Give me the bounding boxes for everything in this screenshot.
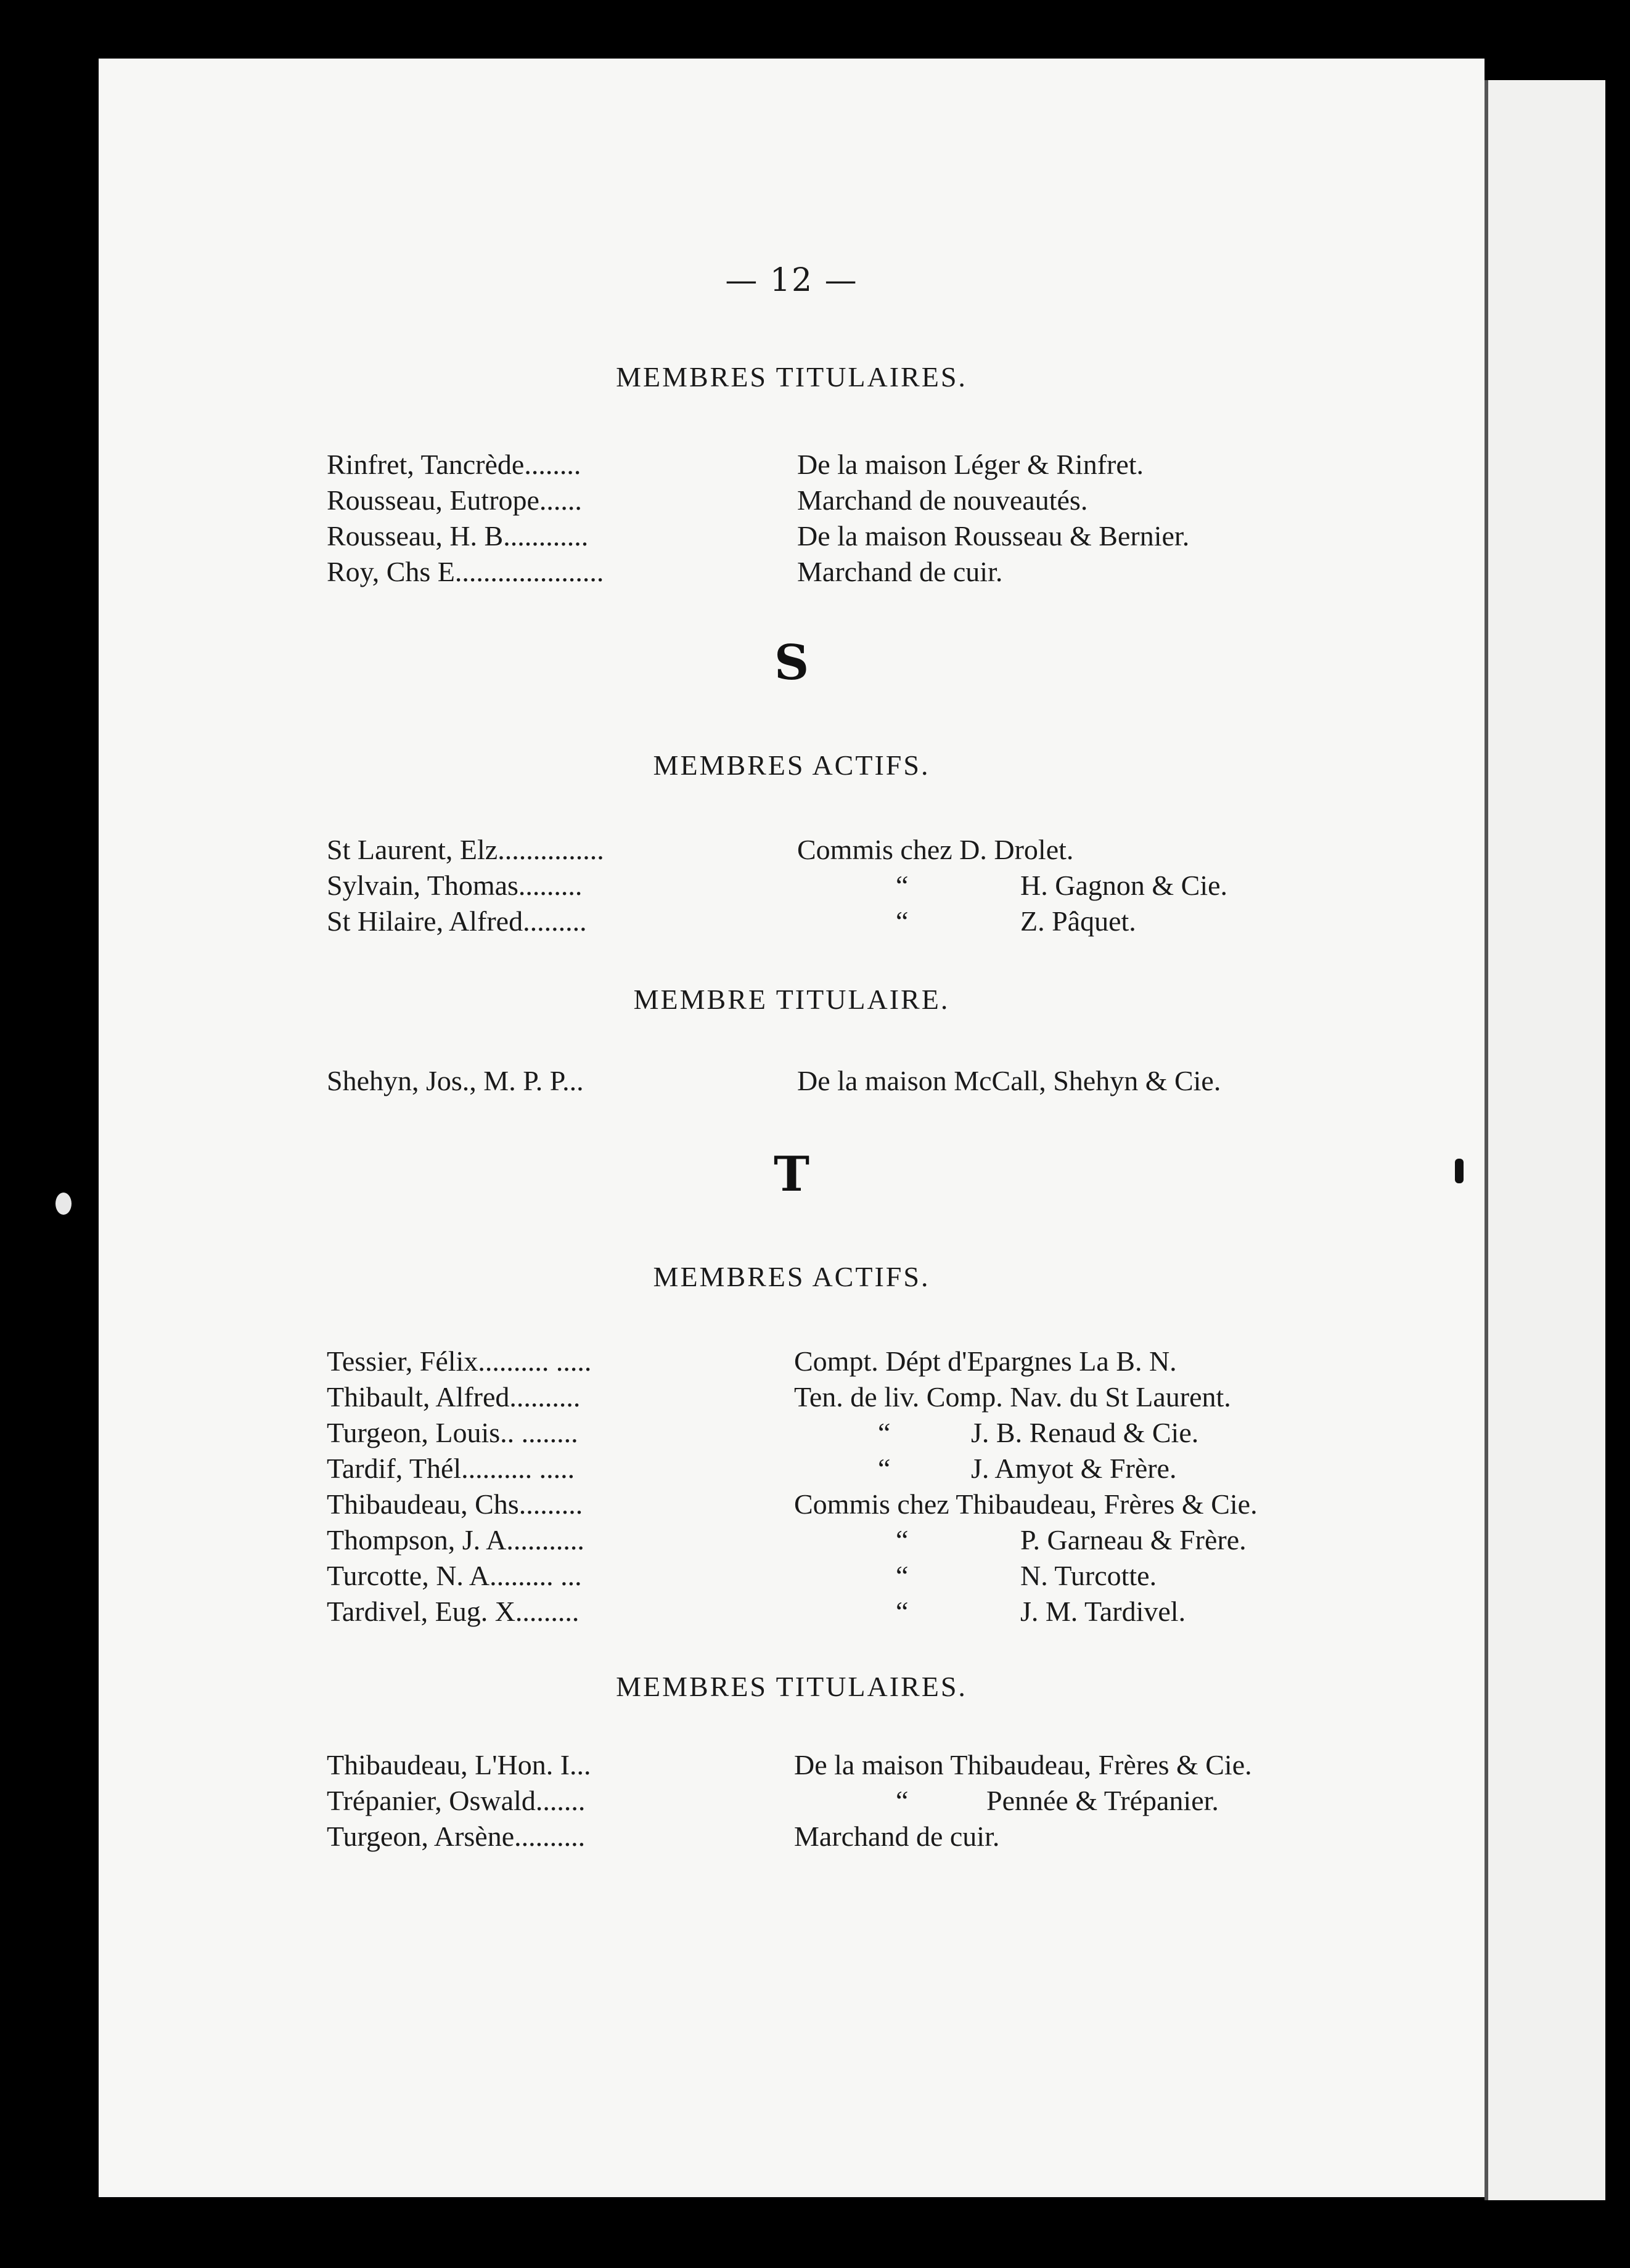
section-heading: MEMBRES ACTIFS. (653, 749, 930, 781)
member-name: St Hilaire, Alfred......... (327, 905, 587, 937)
ditto-mark: “ (896, 870, 909, 901)
section-heading: MEMBRES TITULAIRES. (616, 361, 967, 393)
member-firm: J. M. Tardivel. (1020, 1596, 1186, 1627)
member-name: Rinfret, Tancrède........ (327, 449, 581, 480)
ditto-mark: “ (896, 1524, 909, 1556)
member-firm: P. Garneau & Frère. (1020, 1524, 1247, 1556)
section-heading: MEMBRE TITULAIRE. (633, 984, 950, 1015)
member-occupation: De la maison Léger & Rinfret. (797, 449, 1144, 480)
ditto-mark: “ (878, 1417, 891, 1448)
ditto-mark: “ (896, 905, 909, 937)
member-occupation: Commis chez D. Drolet. (797, 834, 1074, 865)
member-name: Thibaudeau, Chs......... (327, 1488, 583, 1520)
member-firm: H. Gagnon & Cie. (1020, 870, 1228, 901)
member-name: Turgeon, Louis.. ........ (327, 1417, 578, 1448)
member-name: Trépanier, Oswald....... (327, 1785, 586, 1816)
member-name: Turgeon, Arsène.......... (327, 1821, 586, 1852)
member-name: Sylvain, Thomas......... (327, 870, 583, 901)
scanned-page (99, 59, 1485, 2197)
punch-hole (55, 1193, 72, 1215)
ditto-mark: “ (896, 1785, 909, 1816)
member-occupation: Ten. de liv. Comp. Nav. du St Laurent. (794, 1381, 1231, 1413)
ditto-mark: “ (896, 1596, 909, 1627)
member-occupation: Marchand de cuir. (794, 1821, 1000, 1852)
member-name: Rousseau, H. B............ (327, 520, 589, 552)
member-occupation: Marchand de cuir. (797, 556, 1003, 587)
binding-mark (1455, 1159, 1464, 1183)
member-firm: Pennée & Trépanier. (986, 1785, 1219, 1816)
member-occupation: Marchand de nouveautés. (797, 484, 1088, 516)
member-occupation: Commis chez Thibaudeau, Frères & Cie. (794, 1488, 1258, 1520)
member-name: Tardivel, Eug. X......... (327, 1596, 580, 1627)
member-firm: Z. Pâquet. (1020, 905, 1136, 937)
member-name: Tessier, Félix.......... ..... (327, 1345, 592, 1377)
member-name: St Laurent, Elz............... (327, 834, 604, 865)
member-occupation: Compt. Dépt d'Epargnes La B. N. (794, 1345, 1177, 1377)
ditto-mark: “ (878, 1453, 891, 1484)
member-name: Tardif, Thél.......... ..... (327, 1453, 575, 1484)
page-number: — 12 — (725, 262, 858, 299)
member-firm: J. B. Renaud & Cie. (971, 1417, 1199, 1448)
adjacent-page-edge (1485, 80, 1605, 2200)
member-name: Thibault, Alfred.......... (327, 1381, 581, 1413)
section-heading: MEMBRES TITULAIRES. (616, 1671, 967, 1702)
member-firm: N. Turcotte. (1020, 1560, 1157, 1591)
ditto-mark: “ (896, 1560, 909, 1591)
section-letter: S (774, 635, 809, 691)
section-letter: T (773, 1146, 810, 1202)
member-name: Thompson, J. A........... (327, 1524, 584, 1556)
member-name: Roy, Chs E..................... (327, 556, 604, 587)
member-name: Turcotte, N. A......... ... (327, 1560, 582, 1591)
member-name: Thibaudeau, L'Hon. I... (327, 1749, 591, 1781)
member-occupation: De la maison McCall, Shehyn & Cie. (797, 1065, 1221, 1096)
member-firm: J. Amyot & Frère. (971, 1453, 1177, 1484)
member-name: Shehyn, Jos., M. P. P... (327, 1065, 584, 1096)
member-occupation: De la maison Rousseau & Bernier. (797, 520, 1190, 552)
section-heading: MEMBRES ACTIFS. (653, 1261, 930, 1292)
member-name: Rousseau, Eutrope...... (327, 484, 582, 516)
member-occupation: De la maison Thibaudeau, Frères & Cie. (794, 1749, 1252, 1781)
